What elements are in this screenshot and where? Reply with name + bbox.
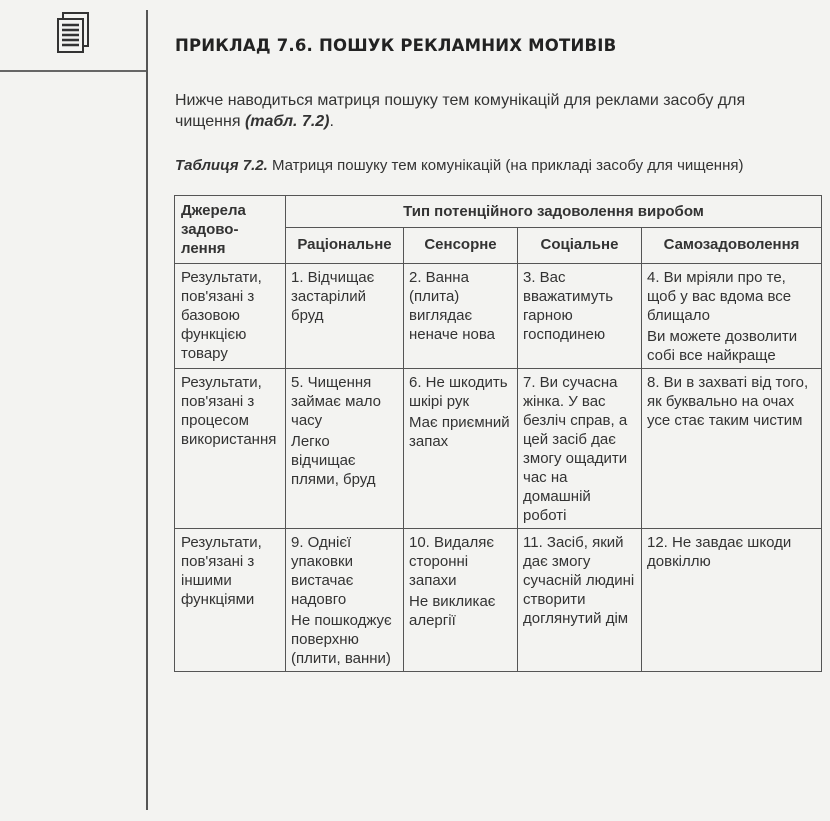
cell-paragraph: 5. Чищення займає мало часу	[291, 374, 381, 429]
row-source-other-functions: Результати, пов'язані з іншими функціями	[175, 529, 286, 672]
table-row-usage-process	[175, 369, 822, 529]
column-header-sensory: Сенсорне	[404, 228, 518, 264]
column-header-self-satisfaction: Самозадоволення	[642, 228, 822, 264]
table-cell	[518, 529, 642, 672]
cell-paragraph: Має приємний запах	[409, 414, 510, 450]
cell-paragraph: 8. Ви в захваті від того, як буквально на очах усе стає таким чистим	[647, 374, 809, 429]
table-cell	[518, 264, 642, 369]
cell-paragraph: 12. Не завдає шкоди довкіллю	[647, 534, 792, 570]
table-cell	[642, 529, 822, 672]
table-cell	[286, 369, 404, 529]
cell-paragraph: 11. Засіб, який дає змогу сучасній людині створити доглянутий дім	[523, 534, 635, 627]
column-header-rational: Раціональне	[286, 228, 404, 264]
row-source-usage-process: Результати, пов'язані з процесом використання	[175, 369, 286, 529]
table-cell	[286, 264, 404, 369]
table-reference: (табл. 7.2)	[244, 113, 330, 130]
cell-paragraph: 10. Видаляє сторонні запахи	[409, 534, 495, 589]
table-cell	[286, 529, 404, 672]
intro-end: .	[329, 113, 334, 130]
cell-paragraph: 9. Однієї упаковки вистачає надовго	[291, 534, 354, 608]
cell-paragraph: Легко відчищає плями, бруд	[291, 433, 376, 488]
communication-matrix-table	[174, 195, 822, 672]
table-caption-text: Матриця пошуку тем комунікацій (на прикладі засобу для чищення)	[267, 157, 744, 174]
sources-header: Джерела задово-лення	[175, 196, 286, 264]
table-caption-label: Таблиця 7.2.	[175, 157, 268, 174]
margin-divider-horizontal	[0, 70, 146, 72]
cell-paragraph: 1. Відчищає застарілий бруд	[291, 269, 375, 324]
cell-paragraph: 7. Ви сучасна жінка. У вас безліч справ, а цей засіб дає змогу ощадити час на домашній роботі	[523, 374, 628, 524]
table-caption	[175, 157, 825, 174]
cell-paragraph: 4. Ви мріяли про те, щоб у вас вдома все блищало	[647, 269, 792, 324]
satisfaction-type-header: Тип потенційного задоволення виробом	[286, 196, 822, 228]
cell-paragraph: Ви можете дозволити собі все найкраще	[647, 328, 798, 364]
table-cell	[404, 529, 518, 672]
document-icon	[56, 12, 90, 54]
table-row-other-functions	[175, 529, 822, 672]
margin-divider-vertical	[146, 10, 148, 810]
table-cell	[642, 264, 822, 369]
table-cell	[404, 369, 518, 529]
cell-paragraph: 2. Ванна (плита) виглядає неначе нова	[409, 269, 496, 343]
cell-paragraph: 6. Не шкодить шкірі рук	[409, 374, 508, 410]
cell-paragraph: Не викликає алергії	[409, 593, 496, 629]
table-cell	[642, 369, 822, 529]
cell-paragraph: Не пошкоджує поверхню (плити, ванни)	[291, 612, 392, 667]
table-cell	[404, 264, 518, 369]
table-cell	[518, 369, 642, 529]
table-row-basic-function	[175, 264, 822, 369]
intro-text: Нижче наводиться матриця пошуку тем комунікацій для реклами засобу для чищення	[175, 92, 746, 130]
example-heading: ПРИКЛАД 7.6. ПОШУК РЕКЛАМНИХ МОТИВІВ	[175, 36, 617, 55]
intro-paragraph	[175, 90, 815, 132]
column-header-social: Соціальне	[518, 228, 642, 264]
row-source-basic-function: Результати, пов'язані з базовою функцією товару	[175, 264, 286, 369]
cell-paragraph: 3. Вас вважатимуть гарною господинею	[523, 269, 614, 343]
